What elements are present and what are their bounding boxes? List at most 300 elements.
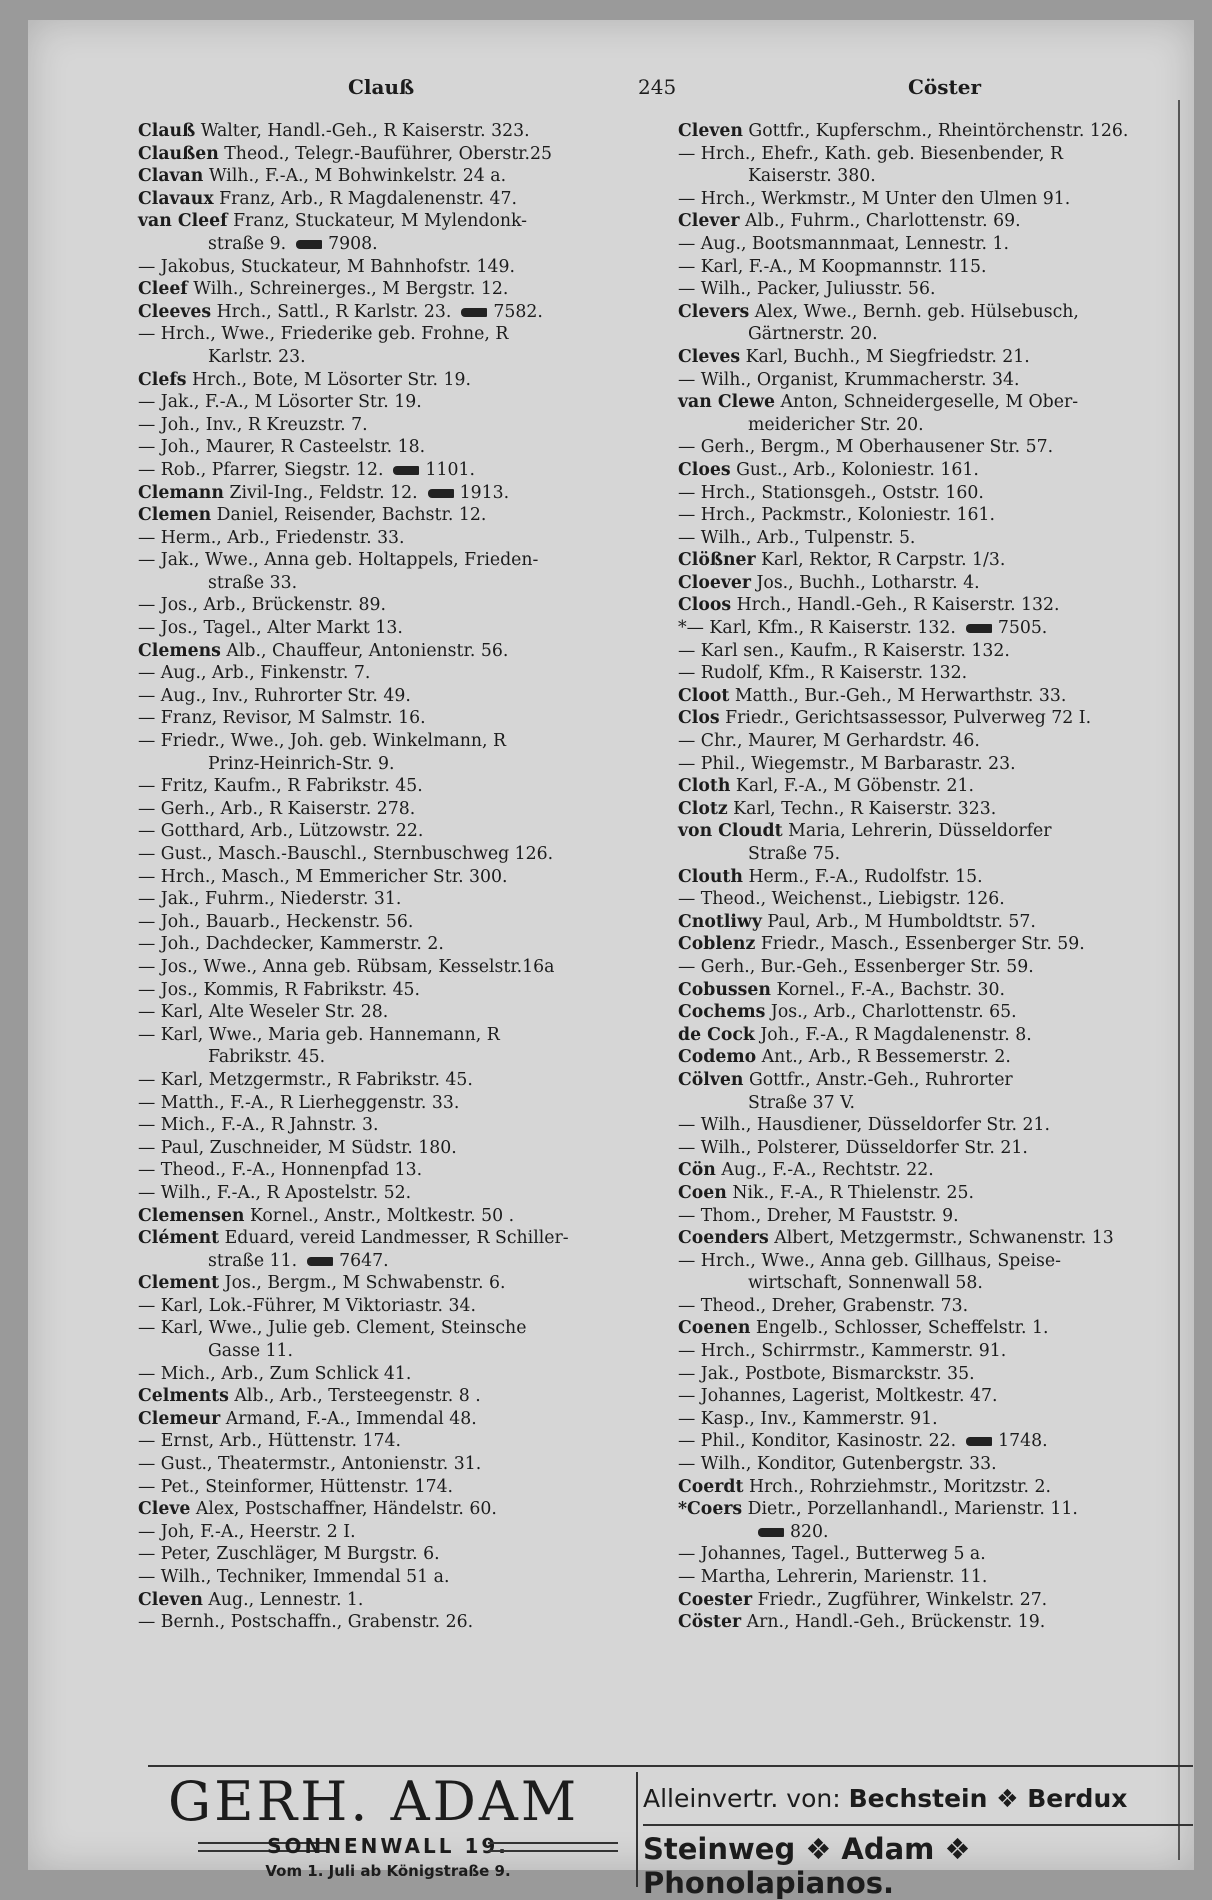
directory-entry (138, 165, 683, 188)
entry-surname: Clotz (678, 798, 728, 819)
entry-details: — Herm., Arb., Friedenstr. 33. (138, 527, 405, 548)
telephone-icon (307, 1257, 333, 1266)
entry-details: Nik., F.-A., R Thielenstr. 25. (732, 1182, 974, 1203)
entry-details: — Kasp., Inv., Kammerstr. 91. (678, 1408, 938, 1429)
directory-entry (138, 1566, 683, 1589)
entry-details: — Johannes, Lagerist, Moltkestr. 47. (678, 1386, 998, 1407)
phone-value: 1913. (459, 482, 510, 503)
directory-entry (138, 911, 683, 934)
phone-value: 1101. (425, 459, 475, 480)
entry-surname: Coerdt (678, 1476, 744, 1497)
entry-details: — Wilh., Arb., Tulpenstr. 5. (678, 527, 916, 548)
running-head (28, 75, 1194, 105)
directory-entry (138, 233, 683, 256)
entry-surname: Clavaux (138, 188, 214, 209)
directory-entry (138, 278, 683, 301)
entry-details: Kornel., Anstr., Moltkestr. 50 . (249, 1205, 515, 1226)
directory-entry (678, 572, 1178, 595)
directory-entry (138, 640, 683, 663)
directory-entry (678, 1046, 1178, 1069)
directory-entry (678, 911, 1178, 934)
entry-details: — Thom., Dreher, M Fauststr. 9. (678, 1205, 959, 1226)
entry-details: Gust., Arb., Koloniestr. 161. (736, 459, 979, 480)
page-edge-line (1178, 100, 1180, 1860)
entry-continuation: Straße 37 V. (748, 1092, 856, 1113)
phone-number (966, 1431, 1047, 1451)
entry-details: Jos., Bergm., M Schwabenstr. 6. (224, 1273, 506, 1294)
directory-entry (138, 1543, 683, 1566)
entry-surname: Cloes (678, 459, 731, 480)
entry-details: — Aug., Inv., Ruhrorter Str. 49. (138, 685, 411, 706)
entry-details: — Hrch., Stationsgeh., Oststr. 160. (678, 482, 984, 503)
directory-entry (678, 775, 1178, 798)
directory-entry (678, 1114, 1178, 1137)
directory-entry (138, 504, 683, 527)
directory-entry (678, 256, 1178, 279)
advertisement-right-panel (643, 1772, 1193, 1900)
entry-details: Hrch., Handl.-Geh., R Kaiserstr. 132. (736, 595, 1060, 616)
entry-details: — Wilh., Techniker, Immendal 51 a. (138, 1567, 450, 1587)
entry-surname: Cobussen (678, 979, 771, 1000)
directory-entry (678, 933, 1178, 956)
directory-entry (678, 346, 1178, 369)
entry-details: — Jak., F.-A., M Lösorter Str. 19. (138, 392, 422, 413)
entry-details: Hrch., Sattl., R Karlstr. 23. (216, 301, 452, 322)
entry-details: — Chr., Maurer, M Gerhardstr. 46. (678, 731, 980, 752)
directory-entry (678, 956, 1178, 979)
directory-entry (138, 1114, 683, 1137)
entry-surname: Clemen (138, 505, 212, 526)
directory-entry (678, 414, 1178, 437)
directory-entry (678, 866, 1178, 889)
entry-details: Armand, F.-A., Immendal 48. (225, 1408, 477, 1429)
entry-details: — Peter, Zuschläger, M Burgstr. 6. (138, 1544, 440, 1565)
entry-details: — Aug., Bootsmannmaat, Lennestr. 1. (678, 233, 1009, 254)
entry-surname: Cleve (138, 1499, 191, 1520)
directory-entry (678, 798, 1178, 821)
directory-entry (138, 1589, 683, 1612)
directory-entry (678, 1317, 1178, 1340)
entry-details: — Jos., Tagel., Alter Markt 13. (138, 618, 403, 639)
entry-details: — Pet., Steinformer, Hüttenstr. 174. (138, 1476, 454, 1497)
entry-details: Friedr., Zugführer, Winkelstr. 27. (757, 1589, 1048, 1610)
entry-surname: van Cleef (138, 211, 228, 232)
entry-details: Daniel, Reisender, Bachstr. 12. (216, 505, 487, 526)
entry-details: — Joh., Inv., R Kreuzstr. 7. (138, 414, 368, 435)
entry-details: — Jos., Kommis, R Fabrikstr. 45. (138, 979, 421, 1000)
directory-entry (678, 979, 1178, 1002)
directory-entry (138, 346, 683, 369)
left-column (138, 120, 683, 1634)
entry-details: — Fritz, Kaufm., R Fabrikstr. 45. (138, 776, 423, 797)
directory-entry (678, 210, 1178, 233)
phone-number (428, 483, 509, 503)
entry-surname: Coblenz (678, 934, 756, 955)
entry-details: — Jakobus, Stuckateur, M Bahnhofstr. 149. (138, 256, 515, 277)
entry-surname: Cochems (678, 1002, 766, 1023)
entry-details: — Joh., Maurer, R Casteelstr. 18. (138, 437, 426, 458)
entry-surname: Claußen (138, 143, 219, 164)
directory-entry (678, 730, 1178, 753)
entry-details: Ant., Arb., R Bessemerstr. 2. (761, 1047, 1011, 1068)
entry-details: Albert, Metzgermstr., Schwanenstr. 13 (774, 1228, 1114, 1249)
entry-details: — Gerh., Bergm., M Oberhausener Str. 57. (678, 437, 1054, 458)
directory-entry (138, 888, 683, 911)
entry-surname: Cleeves (138, 301, 212, 322)
directory-entry (138, 617, 683, 640)
entry-details: Gottfr., Anstr.-Geh., Ruhrorter (748, 1069, 1013, 1090)
phone-number (966, 618, 1047, 638)
entry-details: — Mich., Arb., Zum Schlick 41. (138, 1363, 412, 1384)
phone-value: 7908. (328, 233, 378, 254)
entry-details: — Johannes, Tagel., Butterweg 5 a. (678, 1544, 986, 1565)
header-left-guide-word: Clauß (348, 75, 415, 99)
directory-entry (678, 1611, 1178, 1634)
entry-details: — Karl, Lok.-Führer, M Viktoriastr. 34. (138, 1295, 476, 1316)
entry-surname: Cnotliwy (678, 911, 762, 932)
entry-details: Hrch., Rohrziehmstr., Moritzstr. 2. (748, 1476, 1051, 1497)
entry-details: — Karl sen., Kaufm., R Kaiserstr. 132. (678, 640, 1010, 661)
directory-entry (678, 640, 1178, 663)
advertisement (148, 1770, 1193, 1900)
directory-entry (678, 1069, 1178, 1092)
entry-details: — Rudolf, Kfm., R Kaiserstr. 132. (678, 663, 968, 684)
directory-entry (138, 527, 683, 550)
directory-entry (678, 617, 1178, 640)
directory-entry (678, 1453, 1178, 1476)
directory-entry (678, 1521, 1178, 1544)
entry-details: Franz, Arb., R Magdalenenstr. 47. (219, 188, 517, 209)
entry-surname: Cleef (138, 279, 188, 300)
directory-entry (138, 256, 683, 279)
directory-entry (678, 1566, 1178, 1589)
directory-entry (138, 143, 683, 166)
entry-details: — Ernst, Arb., Hüttenstr. 174. (138, 1431, 401, 1452)
phone-value: 7582. (493, 301, 543, 322)
directory-entry (138, 391, 683, 414)
entry-surname: Clever (678, 211, 740, 232)
directory-entry (138, 301, 683, 324)
entry-continuation: straße 9. (208, 233, 287, 254)
entry-surname: Clouth (678, 866, 743, 887)
entry-surname: Cleven (678, 121, 743, 141)
directory-entry (678, 1024, 1178, 1047)
directory-entry (138, 1069, 683, 1092)
directory-page (28, 20, 1194, 1900)
entry-details: — Matth., F.-A., R Lierheggenstr. 33. (138, 1092, 460, 1113)
entry-surname: Clement (138, 1273, 220, 1294)
directory-entry (678, 1272, 1178, 1295)
entry-details: — Hrch., Masch., M Emmericher Str. 300. (138, 866, 508, 887)
directory-entry (138, 1182, 683, 1205)
telephone-icon (393, 466, 419, 475)
entry-details: — Wilh., Hausdiener, Düsseldorfer Str. 21. (678, 1115, 1050, 1136)
directory-entry (138, 1046, 683, 1069)
entry-continuation: Straße 75. (748, 844, 841, 864)
directory-entry (138, 594, 683, 617)
entry-surname: Clefs (138, 369, 187, 390)
advertisement-company-name: GERH. ADAM (168, 1770, 580, 1833)
entry-details: Aug., Lennestr. 1. (208, 1589, 364, 1610)
agency-prefix: Alleinvertr. von: (643, 1784, 841, 1813)
entry-details: Alb., Fuhrm., Charlottenstr. 69. (744, 211, 1021, 232)
phone-number (461, 302, 542, 322)
directory-entry (138, 1250, 683, 1273)
entry-details: — Wilh., Packer, Juliusstr. 56. (678, 279, 936, 300)
entry-surname: Clemens (138, 640, 221, 661)
entry-details: Gottfr., Kupferschm., Rheintörchenstr. 126. (748, 121, 1129, 141)
entry-details: Walter, Handl.-Geh., R Kaiserstr. 323. (200, 121, 530, 141)
directory-entry (678, 504, 1178, 527)
entry-details: Karl, Techn., R Kaiserstr. 323. (733, 798, 997, 819)
entry-continuation: meidericher Str. 20. (748, 414, 924, 435)
entry-details: Theod., Telegr.-Bauführer, Oberstr.25 (224, 143, 553, 164)
directory-entry (138, 323, 683, 346)
entry-details: — Phil., Konditor, Kasinostr. 22. (678, 1431, 957, 1452)
directory-entry (138, 843, 683, 866)
entry-details: Karl, F.-A., M Göbenstr. 21. (735, 776, 974, 797)
agency-brands: Bechstein ❖ Berdux (848, 1784, 1128, 1813)
entry-surname: Coenen (678, 1318, 751, 1339)
directory-entry (678, 1408, 1178, 1431)
page-number: 245 (638, 75, 677, 99)
entry-details: — Wilh., Konditor, Gutenbergstr. 33. (678, 1454, 997, 1475)
entry-continuation: straße 33. (208, 572, 298, 593)
directory-entry (678, 1476, 1178, 1499)
entry-details: Anton, Schneidergeselle, M Ober- (780, 392, 1079, 413)
entry-surname: Coenders (678, 1228, 769, 1249)
directory-entry (678, 1589, 1178, 1612)
telephone-icon (966, 624, 992, 633)
entry-details: *— Karl, Kfm., R Kaiserstr. 132. (678, 618, 956, 639)
entry-details: Alex, Wwe., Bernh. geb. Hülsebusch, (754, 301, 1079, 322)
directory-entry (138, 1363, 683, 1386)
directory-entry (138, 572, 683, 595)
directory-entry (138, 1498, 683, 1521)
directory-entry (138, 120, 683, 143)
entry-continuation: Gärtnerstr. 20. (748, 324, 878, 345)
directory-entry (138, 753, 683, 776)
entry-details: — Theod., Dreher, Grabenstr. 73. (678, 1295, 969, 1316)
directory-entry (138, 979, 683, 1002)
entry-surname: Clößner (678, 550, 756, 571)
entry-details: — Hrch., Wwe., Friederike geb. Frohne, R (138, 324, 509, 345)
entry-details: — Joh., Bauarb., Heckenstr. 56. (138, 911, 414, 932)
directory-entry (678, 1385, 1178, 1408)
entry-details: — Hrch., Packmstr., Koloniestr. 161. (678, 505, 996, 526)
directory-entry (678, 1363, 1178, 1386)
directory-entry (138, 730, 683, 753)
entry-details: Aug., F.-A., Rechtstr. 22. (721, 1160, 934, 1181)
entry-details: Matth., Bur.-Geh., M Herwarthstr. 33. (734, 685, 1067, 706)
directory-entry (138, 549, 683, 572)
entry-continuation: wirtschaft, Sonnenwall 58. (748, 1273, 983, 1294)
directory-entry (138, 1092, 683, 1115)
entry-surname: de Cock (678, 1024, 755, 1045)
directory-entry (678, 369, 1178, 392)
entry-details: — Jak., Fuhrm., Niederstr. 31. (138, 889, 402, 910)
entry-details: Engelb., Schlosser, Scheffelstr. 1. (755, 1318, 1049, 1339)
directory-entry (138, 1295, 683, 1318)
directory-entry (678, 323, 1178, 346)
entry-surname: Cön (678, 1160, 716, 1181)
entry-details: Arn., Handl.-Geh., Brückenstr. 19. (746, 1612, 1046, 1633)
directory-entry (678, 1250, 1178, 1273)
directory-entry (678, 188, 1178, 211)
directory-entry (138, 1317, 683, 1340)
directory-entry (678, 278, 1178, 301)
entry-surname: van Clewe (678, 392, 776, 413)
directory-entry (138, 414, 683, 437)
directory-entry (138, 1521, 683, 1544)
directory-entry (138, 1611, 683, 1634)
entry-details: Friedr., Gerichtsassessor, Pulverweg 72 I. (725, 708, 1092, 729)
directory-entry (138, 1340, 683, 1363)
phone-value: 1748. (998, 1431, 1048, 1452)
directory-entry (678, 594, 1178, 617)
directory-entry (138, 775, 683, 798)
directory-entry (678, 527, 1178, 550)
entry-details: — Karl, Wwe., Julie geb. Clement, Steinsche (138, 1318, 527, 1339)
entry-details: — Wilh., F.-A., R Apostelstr. 52. (138, 1182, 412, 1203)
advertisement-divider (636, 1772, 638, 1887)
directory-entry (678, 888, 1178, 911)
advertisement-street: SONNENWALL 19. (267, 1834, 509, 1858)
directory-entry (678, 843, 1178, 866)
entry-details: — Hrch., Wwe., Anna geb. Gillhaus, Speise- (678, 1250, 1061, 1271)
ornament-rule-right (488, 1842, 618, 1852)
directory-entry (138, 1137, 683, 1160)
advertisement-top-rule (148, 1765, 1193, 1767)
entry-surname: Cloot (678, 685, 730, 706)
phone-value: 7647. (339, 1250, 389, 1271)
entry-surname: Cöster (678, 1612, 742, 1633)
directory-entry (138, 662, 683, 685)
entry-details: — Gust., Theatermstr., Antonienstr. 31. (138, 1454, 482, 1475)
telephone-icon (966, 1437, 992, 1446)
directory-entry (678, 391, 1178, 414)
entry-details: — Aug., Arb., Finkenstr. 7. (138, 663, 371, 684)
directory-entry (138, 459, 683, 482)
entry-surname: Cloever (678, 572, 751, 593)
entry-details: — Gust., Masch.-Bauschl., Sternbuschweg 126. (138, 844, 554, 864)
entry-details: — Karl, F.-A., M Koopmannstr. 115. (678, 256, 987, 277)
phone-value: 7505. (997, 618, 1048, 639)
entry-details: — Mich., F.-A., R Jahnstr. 3. (138, 1115, 379, 1136)
entry-details: Paul, Arb., M Humboldtstr. 57. (767, 911, 1036, 932)
header-right-guide-word: Cöster (908, 75, 982, 99)
directory-entry (678, 233, 1178, 256)
directory-entry (138, 436, 683, 459)
directory-entry (678, 1205, 1178, 1228)
entry-details: — Karl, Wwe., Maria geb. Hannemann, R (138, 1024, 500, 1045)
advertisement-piano-brands: Steinweg ❖ Adam ❖ Phonolapianos. (643, 1832, 971, 1900)
entry-details: Kornel., F.-A., Bachstr. 30. (776, 979, 1005, 1000)
directory-entry (138, 210, 683, 233)
telephone-icon (461, 308, 487, 317)
entry-details: Jos., Buchh., Lotharstr. 4. (756, 572, 980, 593)
directory-entry (678, 1182, 1178, 1205)
directory-entry (138, 188, 683, 211)
entry-details: Franz, Stuckateur, M Mylendonk- (233, 211, 527, 232)
directory-entry (138, 1453, 683, 1476)
entry-details: Alb., Chauffeur, Antonienstr. 56. (226, 640, 509, 661)
directory-entry (138, 1001, 683, 1024)
directory-entry (678, 459, 1178, 482)
entry-details: — Jos., Wwe., Anna geb. Rübsam, Kesselstr.16a (138, 956, 555, 977)
directory-entry (678, 662, 1178, 685)
entry-details: — Theod., F.-A., Honnenpfad 13. (138, 1160, 423, 1181)
entry-details: Alex, Postschaffner, Händelstr. 60. (195, 1499, 497, 1520)
entry-continuation: Prinz-Heinrich-Str. 9. (208, 753, 395, 774)
entry-details: Hrch., Bote, M Lösorter Str. 19. (191, 369, 472, 390)
directory-entry (678, 143, 1178, 166)
entry-details: — Joh., Dachdecker, Kammerstr. 2. (138, 934, 444, 955)
entry-details: — Gotthard, Arb., Lützowstr. 22. (138, 821, 424, 842)
entry-details: Joh., F.-A., R Magdalenenstr. 8. (760, 1024, 1032, 1045)
entry-details: Wilh., F.-A., M Bohwinkelstr. 24 a. (208, 166, 507, 187)
directory-entry (678, 707, 1178, 730)
entry-details: Jos., Arb., Charlottenstr. 65. (770, 1002, 1017, 1023)
entry-surname: Cölven (678, 1069, 744, 1090)
entry-surname: Codemo (678, 1047, 757, 1068)
entry-continuation: Gasse 11. (208, 1341, 294, 1362)
entry-details: — Jos., Arb., Brückenstr. 89. (138, 595, 386, 616)
entry-details: Karl, Rektor, R Carpstr. 1/3. (761, 550, 1006, 571)
entry-details: — Rob., Pfarrer, Siegstr. 12. (138, 459, 384, 480)
directory-entry (138, 707, 683, 730)
directory-entry (138, 369, 683, 392)
directory-entry (138, 866, 683, 889)
entry-details: Alb., Arb., Tersteegenstr. 8 . (234, 1386, 481, 1407)
entry-details: Zivil-Ing., Feldstr. 12. (229, 482, 418, 503)
telephone-icon (296, 240, 322, 249)
directory-entry (138, 820, 683, 843)
entry-details: Karl, Buchh., M Siegfriedstr. 21. (745, 346, 1030, 367)
directory-entry (138, 482, 683, 505)
entry-details: Wilh., Schreinerges., M Bergstr. 12. (193, 279, 509, 300)
entry-surname: *Coers (678, 1499, 743, 1520)
right-column (678, 120, 1178, 1634)
entry-surname: Clavan (138, 166, 204, 187)
entry-details: — Martha, Lehrerin, Marienstr. 11. (678, 1567, 988, 1587)
advertisement-move-note: Vom 1. Juli ab Königstraße 9. (265, 1862, 511, 1880)
entry-details: — Friedr., Wwe., Joh. geb. Winkelmann, R (138, 731, 507, 752)
directory-entry (138, 1430, 683, 1453)
entry-details: Dietr., Porzellanhandl., Marienstr. 11. (747, 1499, 1078, 1520)
entry-details: — Jak., Wwe., Anna geb. Holtappels, Frieden- (138, 550, 539, 571)
entry-details: — Gerh., Bur.-Geh., Essenberger Str. 59. (678, 956, 1034, 977)
directory-entry (678, 685, 1178, 708)
entry-continuation: Karlstr. 23. (208, 346, 306, 367)
entry-continuation: Fabrikstr. 45. (208, 1047, 326, 1068)
directory-entry (678, 482, 1178, 505)
entry-continuation: straße 11. (208, 1250, 298, 1271)
directory-entry (138, 1272, 683, 1295)
directory-entry (678, 820, 1178, 843)
advertisement-agency-line (643, 1784, 1127, 1813)
directory-entry (678, 1498, 1178, 1521)
entry-details: — Gerh., Arb., R Kaiserstr. 278. (138, 798, 416, 819)
directory-entry (678, 1137, 1178, 1160)
phone-number (296, 234, 377, 254)
entry-surname: Clemensen (138, 1205, 245, 1226)
entry-continuation: Kaiserstr. 380. (748, 166, 876, 187)
entry-details: — Hrch., Schirrmstr., Kammerstr. 91. (678, 1341, 1007, 1362)
directory-entry (678, 1092, 1178, 1115)
entry-surname: Cloth (678, 776, 731, 797)
entry-surname: Cloos (678, 595, 732, 616)
